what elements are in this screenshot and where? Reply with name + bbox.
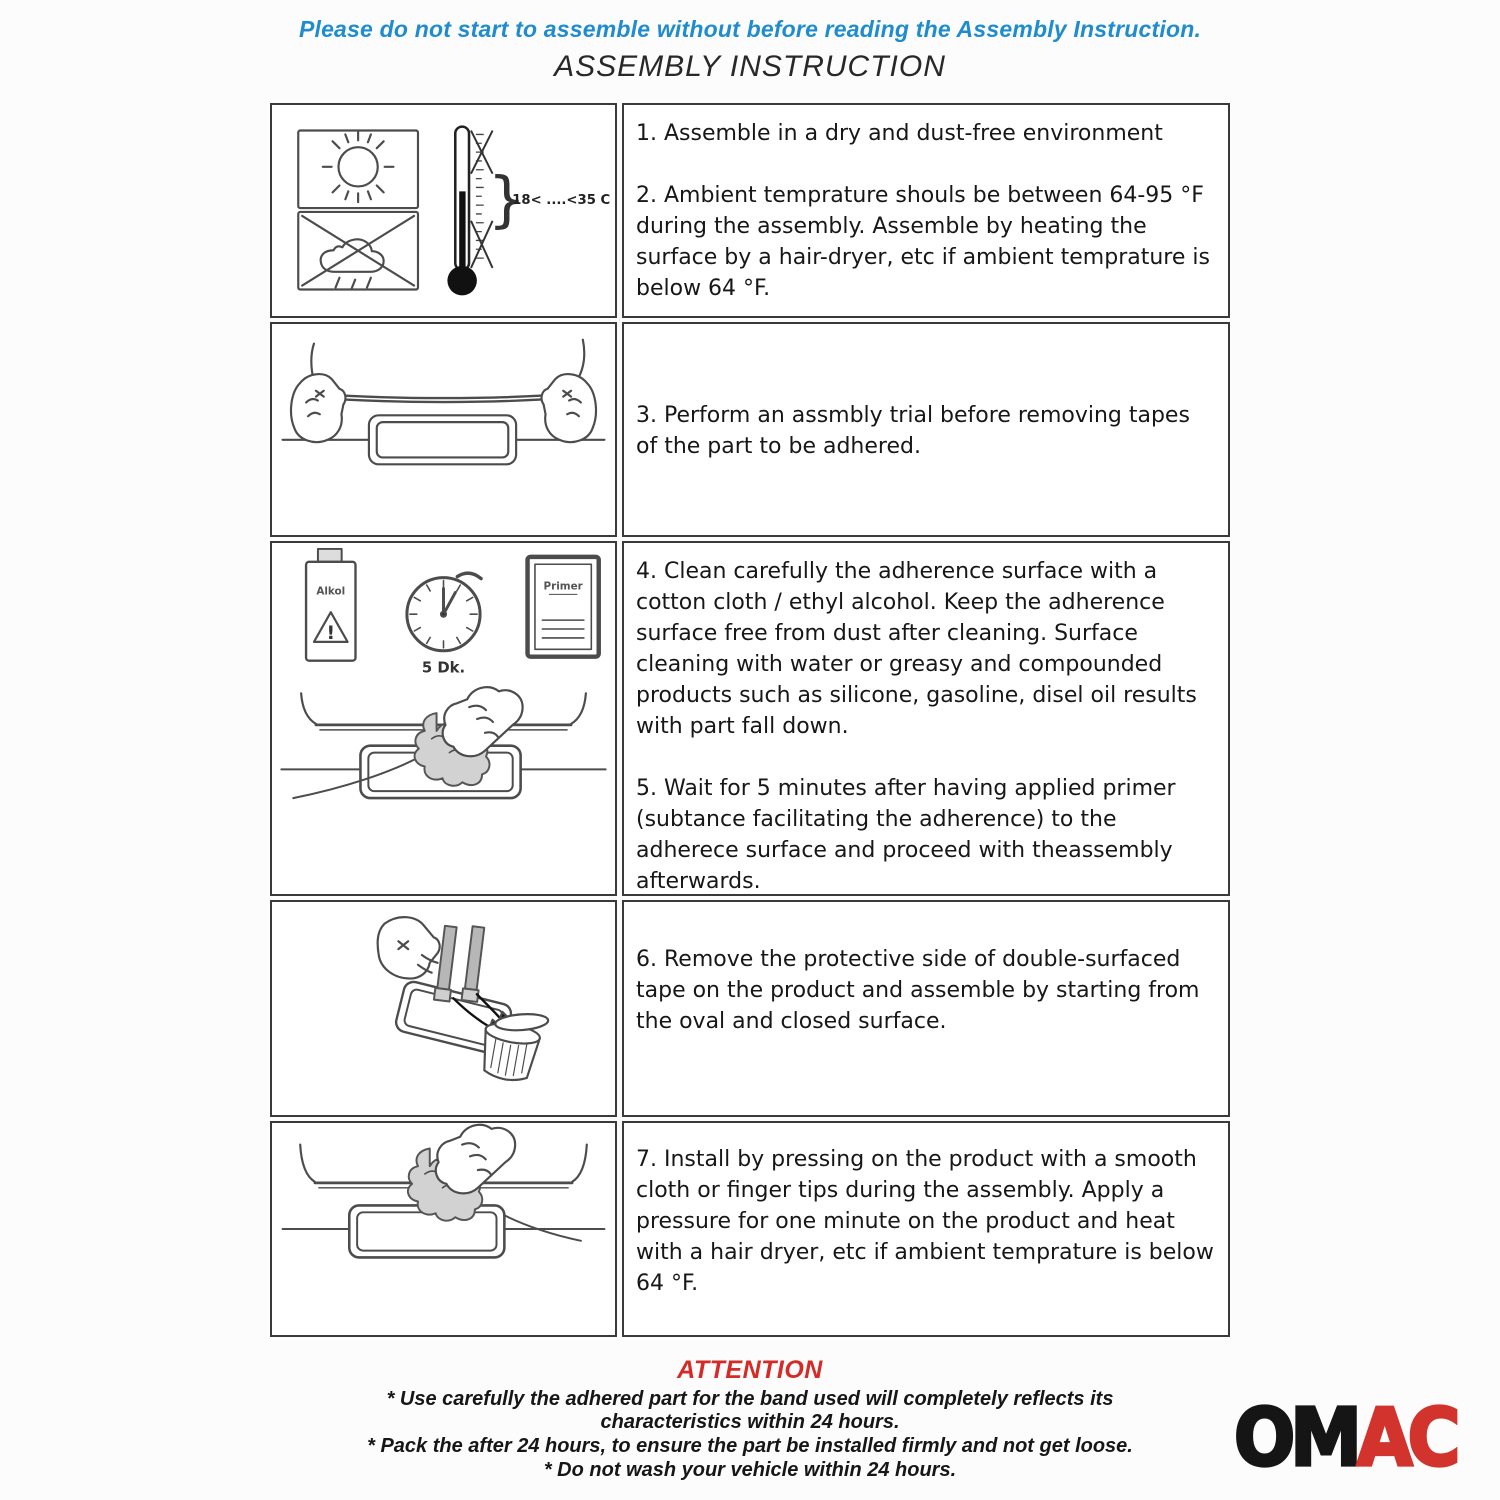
thermometer-icon <box>447 127 526 296</box>
attention-line-3: * Do not wash your vehicle within 24 hours. <box>543 1459 957 1481</box>
trial-fit-illustration <box>270 322 617 537</box>
instruction-row-3 <box>270 541 1230 896</box>
step-text-4 <box>622 900 1230 1117</box>
sun-icon <box>323 131 394 202</box>
omac-logo-black-letters: OM <box>1234 1391 1357 1484</box>
env-conditions-illustration <box>270 103 617 318</box>
clock-icon <box>407 573 481 651</box>
step-2: 2. Ambient temprature shouls be between 64-95 °F during the assembly. Assemble by heating the surface by a hair-dryer, etc if ambient temprature is below 64 °F. <box>636 183 1210 301</box>
attention-line-1: * Use carefully the adhered part for the band used will completely reflects its characteristics within 24 hours. <box>386 1388 1114 1433</box>
warning-exclamation: ! <box>326 622 336 644</box>
step-1: 1. Assemble in a dry and dust-free environment <box>636 121 1163 146</box>
left-hand-icon <box>291 374 345 442</box>
instruction-row-5 <box>270 1121 1230 1337</box>
primer-card-label: Primer <box>543 580 583 593</box>
temperature-range-label: 18< ....<35 C <box>512 193 611 209</box>
attention-line-2: * Pack the after 24 hours, to ensure the part be installed firmly and not get loose. <box>367 1435 1133 1457</box>
env-conditions-svg <box>272 105 615 316</box>
primer-card-icon <box>528 557 599 657</box>
press-install-svg <box>272 1123 615 1335</box>
step-4: 4. Clean carefully the adherence surface with a cotton cloth / ethyl alcohol. Keep the adherence surface free from dust after cleaning. Surface cleaning with water or greasy and compounded products such as silicone, gasoline, disel oil results with part fall down. <box>636 559 1197 739</box>
tape-removal-illustration <box>270 900 617 1117</box>
page-title: ASSEMBLY INSTRUCTION <box>554 50 946 83</box>
attention-title: ATTENTION <box>677 1356 823 1384</box>
press-install-illustration <box>270 1121 617 1337</box>
instruction-row-2 <box>270 322 1230 537</box>
step-text-2 <box>622 322 1230 537</box>
range-brace: } <box>487 164 527 235</box>
step-5: 5. Wait for 5 minutes after having applied primer (subtance facilitating the adherence) to the adherece surface and proceed with theassembly afterwards. <box>636 776 1176 894</box>
clock-wait-label: 5 Dk. <box>421 659 466 677</box>
step-6: 6. Remove the protective side of double-surfaced tape on the product and assemble by starting from the oval and closed surface. <box>636 947 1200 1034</box>
step-text-5 <box>622 1121 1230 1337</box>
alcohol-bottle-label: Alkol <box>316 585 346 598</box>
tape-removal-svg <box>272 902 615 1115</box>
instruction-row-4 <box>270 900 1230 1117</box>
right-hand-icon <box>542 374 596 442</box>
instruction-table <box>270 103 1230 1341</box>
step-text-1 <box>622 103 1230 318</box>
omac-logo-red-letters: AC <box>1356 1391 1456 1484</box>
no-rain-icon <box>302 216 414 290</box>
omac-logo <box>1234 1391 1456 1484</box>
peeling-hand-icon <box>378 917 440 978</box>
trial-fit-svg <box>272 324 615 535</box>
instruction-row-1 <box>270 103 1230 318</box>
trim-strip <box>316 394 569 402</box>
step-text-3 <box>622 541 1230 896</box>
cleaning-svg <box>272 543 615 894</box>
cleaning-illustration <box>270 541 617 896</box>
read-first-notice: Please do not start to assemble without before reading the Assembly Instruction. <box>298 16 1202 42</box>
step-3: 3. Perform an assmbly trial before removing tapes of the part to be adhered. <box>636 403 1190 459</box>
step-7: 7. Install by pressing on the product with a smooth cloth or finger tips during the assembly. Apply a pressure for one minute on the product and heat with a hair dryer, etc if ambient temprature is below 64 °F. <box>636 1147 1214 1296</box>
